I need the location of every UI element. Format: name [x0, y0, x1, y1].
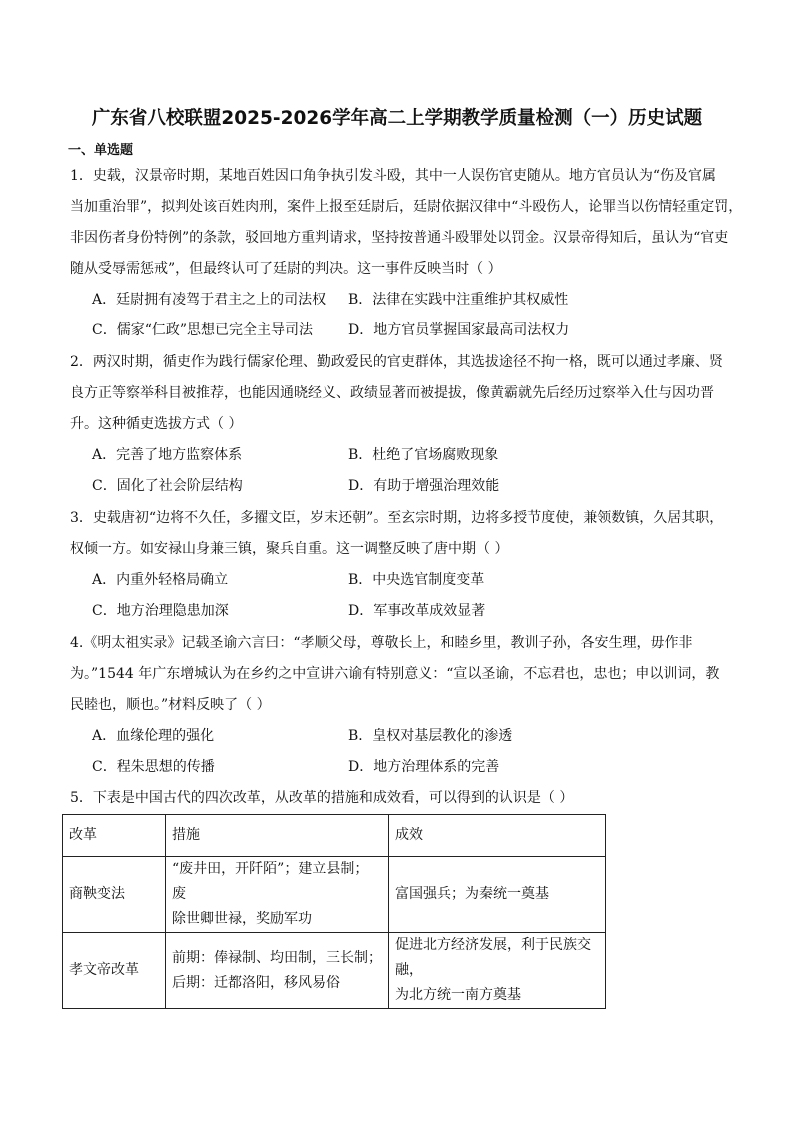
q1-option-d: D．地方官员掌握国家最高司法权力: [348, 322, 570, 338]
measures-line: 后期：迁都洛阳，移风易俗: [172, 974, 340, 991]
q4-option-c: C．程朱思想的传播: [92, 759, 215, 775]
q3-option-b: B．中央选官制度变革: [348, 572, 485, 588]
q4-line: 民睦也，顺也。”材料反映了（ ）: [70, 697, 271, 713]
q2-line: 升。这种循吏选拔方式（ ）: [70, 416, 243, 432]
effects-line: 富国强兵；为秦统一奠基: [395, 886, 549, 902]
q2-option-b: B．杜绝了官场腐败现象: [348, 447, 499, 463]
q2-option-c: C．固化了社会阶层结构: [92, 478, 243, 494]
exam-title: 广东省八校联盟2025-2026学年高二上学期教学质量检测（一）历史试题: [91, 108, 703, 129]
q4-option-d: D．地方治理体系的完善: [348, 759, 500, 775]
table-header-cell: 成效: [389, 815, 606, 857]
q3-line: 3．史载唐初“边将不久任，多擢文臣，岁末还朝”。至玄宗时期，边将多授节度使，兼领数镇，久居其职，: [70, 510, 724, 526]
q3-line: 权倾一方。如安禄山身兼三镇，聚兵自重。这一调整反映了唐中期（ ）: [70, 541, 509, 557]
q2-line: 2．两汉时期，循吏作为践行儒家伦理、勤政爱民的官吏群体，其选拔途径不拘一格，既可以通过孝廉、贤: [70, 354, 723, 370]
q3-option-a: A．内重外轻格局确立: [92, 572, 229, 588]
table-header-cell: 措施: [166, 815, 389, 857]
reform-table: [62, 814, 606, 1009]
measures-cell: [166, 933, 389, 1009]
reform-name-cell: 商鞅变法: [63, 857, 166, 933]
q2-line: 良方正等察举科目被推荐，也能因通晓经义、政绩显著而被提拔，像黄霸就先后经历过察举入仕与因功晋: [70, 385, 714, 401]
section-heading: 一、单选题: [68, 143, 134, 158]
reform-name-cell: 孝文帝改革: [63, 933, 166, 1009]
q1-line: 当加重治罪”，拟判处该百姓肉刑，案件上报至廷尉后，廷尉依据汉律中“斗殴伤人，论罪当以伤情轻重定罚，: [70, 199, 743, 215]
q1-line: 随从受辱需惩戒”，但最终认可了廷尉的判决。这一事件反映当时（ ）: [70, 261, 502, 277]
table-header-row: [63, 815, 606, 857]
table-row: [63, 933, 606, 1009]
q3-option-c: C．地方治理隐患加深: [92, 603, 229, 619]
q4-line: 4.《明太祖实录》记载圣谕六言曰：“孝顺父母，尊敬长上，和睦乡里，教训子孙，各安生理，毋作非: [70, 635, 693, 651]
q1-option-a: A．廷尉拥有凌驾于君主之上的司法权: [92, 292, 327, 308]
effects-cell: [389, 857, 606, 933]
q1-option-b: B．法律在实践中注重维护其权威性: [348, 292, 569, 308]
effects-cell: [389, 933, 606, 1009]
q4-option-a: A．血缘伦理的强化: [92, 728, 215, 744]
q1-line: 1．史载，汉景帝时期，某地百姓因口角争执引发斗殴，其中一人误伤官吏随从。地方官员认为“伤及官属: [70, 168, 717, 184]
effects-line: 为北方统一南方奠基: [395, 987, 521, 1003]
measures-line: 前期：俸禄制、均田制，三长制；: [172, 949, 382, 966]
table-row: [63, 857, 606, 933]
measures-line: “废井田，开阡陌”；建立县制；废: [172, 861, 369, 902]
effects-line: 促进北方经济发展，利于民族交融，: [395, 937, 591, 978]
q4-option-b: B．皇权对基层教化的渗透: [348, 728, 513, 744]
q2-option-a: A．完善了地方监察体系: [92, 447, 243, 463]
measures-cell: [166, 857, 389, 933]
q1-line: 非因伤者身份特例”的条款，驳回地方重判请求，坚持按普通斗殴罪处以罚金。汉景帝得知后，虽认为“官吏: [70, 230, 729, 246]
q5-stem: 5．下表是中国古代的四次改革，从改革的措施和成效看，可以得到的认识是（ ）: [70, 790, 574, 806]
q3-option-d: D．军事改革成效显著: [348, 603, 486, 619]
q2-option-d: D．有助于增强治理效能: [348, 478, 500, 494]
table-header-cell: 改革: [63, 815, 166, 857]
q1-option-c: C．儒家“仁政”思想已完全主导司法: [92, 322, 314, 338]
measures-line: 除世卿世禄，奖励军功: [172, 911, 312, 927]
q4-line: 为。”1544 年广东增城认为在乡约之中宣讲六谕有特别意义：“宣以圣谕，不忘君也，忠也；申以训词，教: [70, 666, 720, 682]
